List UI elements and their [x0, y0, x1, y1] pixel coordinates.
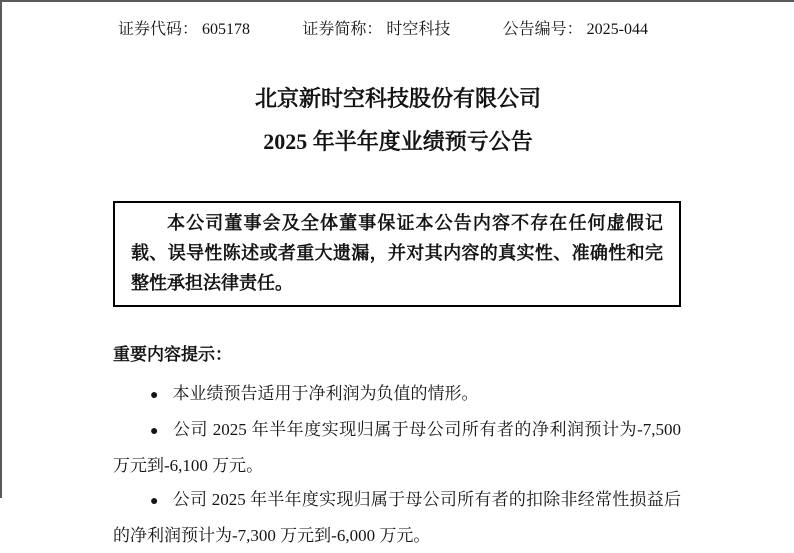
list-item	[113, 377, 681, 413]
bullet-text: 公司 2025 年半年度实现归属于母公司所有者的净利润预计为-7,500 万元到-6,100 万元。	[113, 420, 681, 475]
announcement-number-value: 2025-044	[586, 21, 648, 38]
stock-code-label: 证券代码：	[118, 21, 199, 38]
stock-name-value: 时空科技	[386, 21, 451, 38]
stock-name-label: 证券简称：	[302, 21, 383, 38]
announcement-number	[503, 20, 648, 40]
company-name-title: 北京新时空科技股份有限公司	[254, 86, 541, 111]
bullet-icon: ●	[150, 424, 159, 439]
bullet-icon: ●	[150, 388, 159, 403]
important-notice-list	[113, 377, 681, 553]
bullet-text: 本业绩预告适用于净利润为负值的情形。	[172, 384, 479, 403]
bullet-text: 公司 2025 年半年度实现归属于母公司所有者的扣除非经常性损益后的净利润预计为-7,300 万元到-6,000 万元。	[113, 490, 681, 545]
list-item	[113, 483, 681, 553]
important-notice-heading: 重要内容提示：	[113, 345, 232, 364]
board-declaration-text: 本公司董事会及全体董事保证本公告内容不存在任何虚假记载、误导性陈述或者重大遗漏，并对其内容的真实性、准确性和完整性承担法律责任。	[131, 213, 663, 293]
board-declaration-box	[113, 201, 681, 307]
announcement-title: 2025 年半年度业绩预亏公告	[263, 129, 533, 154]
stock-code-value: 605178	[202, 21, 251, 38]
stock-code	[118, 20, 250, 40]
list-item	[113, 413, 681, 483]
bullet-icon: ●	[150, 494, 159, 509]
stock-name	[302, 20, 450, 40]
securities-header-row	[2, 2, 794, 40]
announcement-number-label: 公告编号：	[502, 21, 583, 38]
